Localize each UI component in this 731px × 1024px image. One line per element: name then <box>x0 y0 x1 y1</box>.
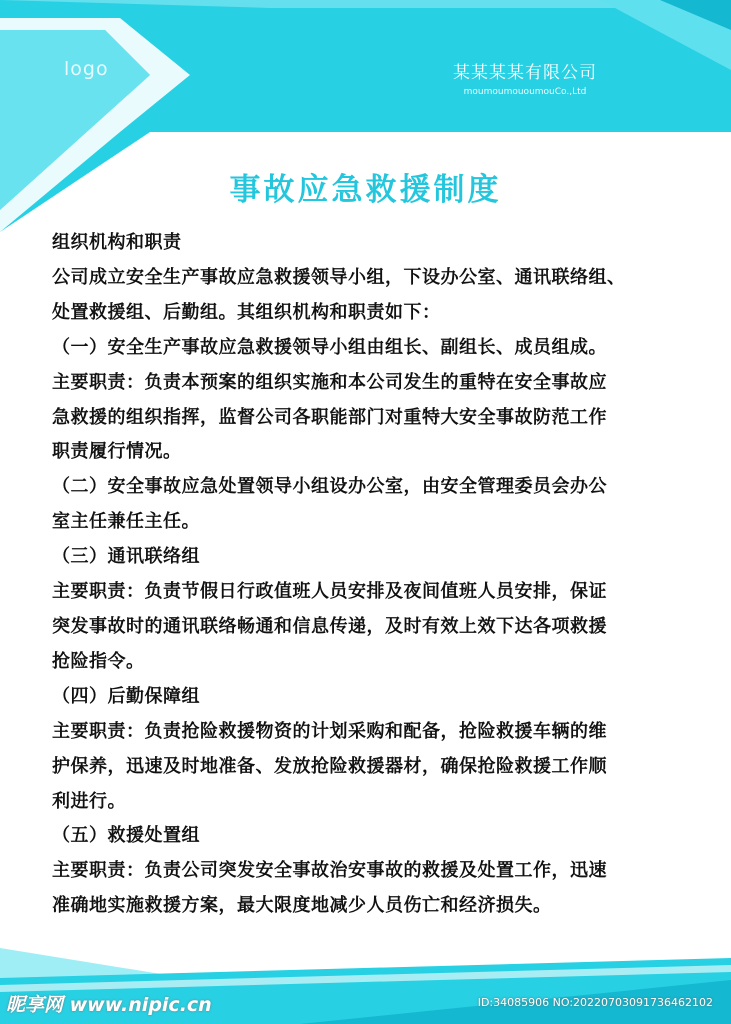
body-line: 急救援的组织指挥，监督公司各职能部门对重特大安全事故防范工作 <box>52 406 607 428</box>
body-line: 主要职责：负责节假日行政值班人员安排及夜间值班人员安排，保证 <box>52 581 607 603</box>
body-line: 处置救援组、后勤组。其组织机构和职责如下： <box>52 301 441 323</box>
watermark-id: ID:34085906 NO:20220703091736462102 <box>477 996 713 1009</box>
body-line: （四）后勤保障组 <box>52 685 200 707</box>
body-line: 护保养，迅速及时地准备、发放抢险救援器材，确保抢险救援工作顺 <box>52 755 607 777</box>
company-name: 某某某某有限公司 <box>453 63 597 83</box>
body-line: 主要职责：负责本预案的组织实施和本公司发生的重特在安全事故应 <box>52 371 607 393</box>
company-block <box>420 58 630 97</box>
body-line: 主要职责：负责抢险救援物资的计划采购和配备，抢险救援车辆的维 <box>52 720 607 742</box>
company-english-name: moumoumououmouCo.,Ltd <box>463 87 587 97</box>
body-line: 抢险指令。 <box>52 650 145 672</box>
body-line: 突发事故时的通讯联络畅通和信息传递，及时有效上效下达各项救援 <box>52 615 607 637</box>
document-body <box>52 226 692 924</box>
body-line: 利进行。 <box>52 790 126 812</box>
watermark-site: 昵享网 www.nipic.cn <box>6 994 212 1016</box>
body-line: 职责履行情况。 <box>52 441 182 463</box>
document-title: 事故应急救援制度 <box>229 172 502 208</box>
body-line: （三）通讯联络组 <box>52 546 200 568</box>
body-line: 室主任兼任主任。 <box>52 511 200 533</box>
body-line: （二）安全事故应急处置领导小组设办公室，由安全管理委员会办公 <box>52 476 607 498</box>
section-heading: 组织机构和职责 <box>52 232 182 253</box>
body-line: （一）安全生产事故应急救援领导小组由组长、副组长、成员组成。 <box>52 336 607 358</box>
body-line: 公司成立安全生产事故应急救援领导小组，下设办公室、通讯联络组、 <box>52 266 626 288</box>
body-line: 主要职责：负责公司突发安全事故治安事故的救援及处置工作，迅速 <box>52 860 607 882</box>
body-line: （五）救援处置组 <box>52 825 200 847</box>
body-line: 准确地实施救援方案，最大限度地减少人员伤亡和经济损失。 <box>52 895 552 917</box>
logo-text: logo <box>64 58 109 80</box>
